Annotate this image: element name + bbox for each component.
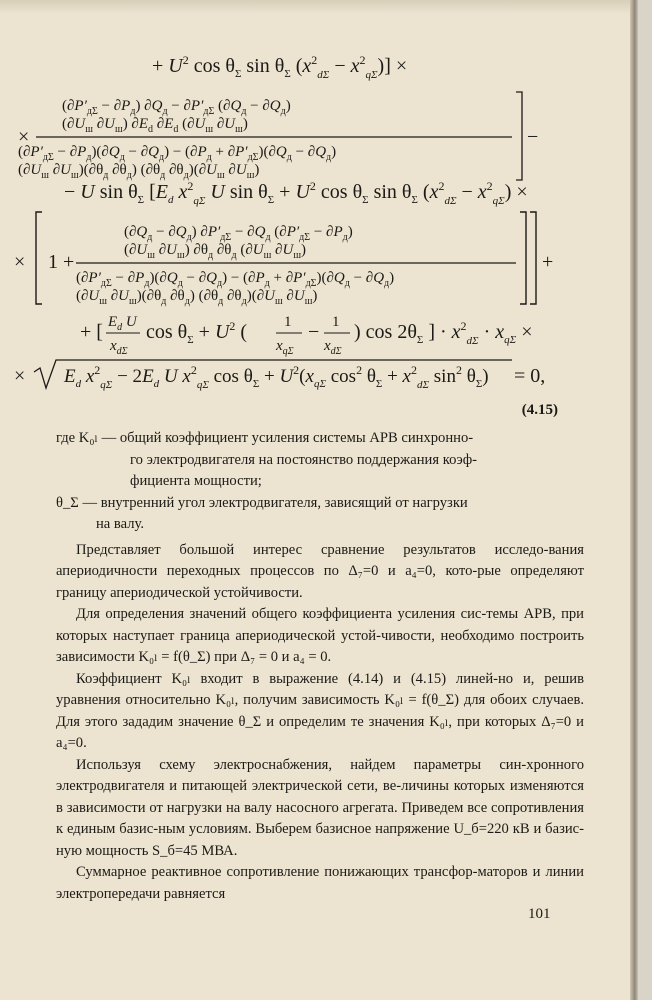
definition-k0l <box>56 428 584 450</box>
definition-text: — внутренний угол электродвигателя, зависящий от нагрузки <box>82 494 468 511</box>
svg-text:Ed U: $E_d$ U <box>108 314 137 333</box>
svg-text:×: × <box>14 251 26 273</box>
svg-text:cos θΣ + U2 (: $\cos \theta_\Sigma + U^2$ ( <box>146 319 248 346</box>
svg-text:+: + <box>542 251 554 273</box>
definition-continuation: фициента мощности; <box>130 473 262 489</box>
definition-theta <box>56 493 584 515</box>
eq-line-3: − U $\sin \theta_\Sigma$ [$E_d$ $x^2_{q\Sigma}$ U $\sin \theta_\Sigma + U^2$ $\cos \theta_\Sigma$ $\sin \theta_\Sigma$ $(x^2_{d\Sigma} - x^2_{q\Sigma})$ × <box>64 179 528 207</box>
book-spine-edge <box>630 0 638 1000</box>
svg-text:xdΣ: $x_{d\Sigma}$ <box>324 338 342 357</box>
svg-text:−: − <box>527 126 539 148</box>
eq-line-1: + $U^2$ $\cos \theta_\Sigma$ $\sin \theta_\Sigma$ $(x^2_{d\Sigma} - x^2_{q\Sigma})$] × <box>152 53 408 81</box>
eq-line-4-denominator: $(\partial P'_{д\Sigma} - \partial P_д)(\partial Q_д - \partial Q_д) - (\partial P_д + \partial P'_{д\Sigma})(\partial Q_д - \partial Q_д)$ <box>76 270 395 289</box>
svg-text:1: 1 <box>332 314 340 330</box>
svg-text:1 +: 1 + <box>48 251 75 273</box>
svg-text:1: 1 <box>284 314 292 330</box>
eq-line-2-numerator-den: ($\partial U_ш$ $\partial U_ш$) $\partial E_d$ $\partial E_d$ ($\partial U_ш$ $\partial U_ш$) <box>62 116 248 135</box>
svg-text:xdΣ: $x_{d\Sigma}$ <box>110 338 128 357</box>
eq-line-2-numerator: $(\partial P'_{д\Sigma} - \partial P_д) \partial Q_д - \partial P'_{д\Sigma}$ $(\partial Q_д - \partial Q_д)$ <box>62 98 291 117</box>
svg-text:Ed x2qΣ − 2Ed U x2qΣ cos θΣ +: $E_d$ $x^2_{q\Sigma} - 2E_d$ U $x^2_{q\Sigma}$ $\cos \theta_\Sigma + U^2(x_{q\Sigma}$ $\cos^2 \theta_\Sigma + x^2_{d\Sigma}$ $\sin^2 \theta_\Sigma$) <box>64 363 489 391</box>
svg-text:(∂Uш ∂Uш)(∂θд ∂θд) (∂θд: ($\partial U_ш$ $\partial U_ш)(\partial\theta_д$ $\partial\theta_д$) ($\partial\theta_д$ $\partial\theta_д)(\partial U_ш$ $\partial U_ш$) <box>76 288 318 307</box>
equation-svg <box>0 0 636 420</box>
svg-text:= 0,: = 0, <box>514 365 546 387</box>
equation-block <box>0 0 636 420</box>
paragraph: Для определения значений общего коэффициента усиления сис-темы АРВ, при которых наступает граница апериодической устой-чивости, необходимо построить зависимости K₀ₗ = f(θ_Σ) при Δ₇ = 0 и a₄ = 0. <box>56 606 584 665</box>
definition-text: — общий коэффициент усиления системы АРВ синхронно- <box>101 430 474 446</box>
definition-symbol: θ_Σ <box>56 494 79 511</box>
eq-line-5: + [ <box>80 321 103 343</box>
definition-symbol: где K₀ₗ <box>56 430 98 446</box>
svg-text:xqΣ: $x_{q\Sigma}$ <box>276 338 294 357</box>
paragraph: Представляет большой интерес сравнение результатов исследо-вания апериодичности переходных процессов по Δ₇=0 и a₄=0, кото-рые определяют границу апериодической устойчивости. <box>56 541 584 601</box>
paragraph: Используя схему электроснабжения, найдем параметры син-хронного электродвигателя и питающей электрической сети, ве-личины которых изменяются в зависимости от нагрузки на валу насосного агрегата. Приведем все сопротивления к единым базис-ным условиям. Выберем базисное напряжение U_б=220 кВ и базис-ную мощность S_б=45 МВА. <box>56 756 584 859</box>
paragraph: Суммарное реактивное сопротивление понижающих трансфор-маторов и линии электропередачи равняется <box>56 864 584 902</box>
svg-text:−: − <box>308 321 320 343</box>
eq-line-2-denominator: $(\partial P'_{д\Sigma} - \partial P_д)(\partial Q_д - \partial Q_д) - (\partial P_д + \partial P'_{д\Sigma})(\partial Q_д - \partial Q_д)$ <box>18 144 337 163</box>
definition-continuation: го электродвигателя на постоянство поддержания коэф- <box>130 451 478 468</box>
eq-line-4-numerator: $(\partial Q_д - \partial Q_д) \partial P'_{д\Sigma} - \partial Q_д$ $(\partial P'_{д\Sigma} - \partial P_д)$ <box>124 224 353 243</box>
eq-line-2-denominator-den: ($\partial U_ш$ $\partial U_ш)(\partial\theta_д$ $\partial\theta_д$) ($\partial\theta_д$ $\partial\theta_д)(\partial U_ш$ $\partial U_ш$) <box>18 162 260 181</box>
page-number: 101 <box>528 906 551 922</box>
svg-text:(∂Uш ∂Uш) ∂θд ∂θд (∂U: ($\partial U_ш$ $\partial U_ш$) $\partial\theta_д$ $\partial\theta_д$ ($\partial U_ш$ $\partial U_ш$) <box>124 242 307 261</box>
equation-number: (4.15) <box>521 402 558 418</box>
definition-continuation: на валу. <box>96 516 145 532</box>
body-text <box>56 428 584 905</box>
paragraph: Коэффициент K₀ₗ входит в выражение (4.14) и (4.15) линей-но и, решив уравнения относительно K₀ₗ, получим зависимость K₀ₗ = f(θ_Σ) для обоих случаев. Для этого зададим значение θ_Σ и определим те значения K₀ₗ, при которых Δ₇=0 и a₄=0. <box>56 670 584 751</box>
svg-text:) cos 2θΣ ] · x2dΣ · xqΣ ×: ) $\cos 2\theta_\Sigma$ ] · $x^2_{d\Sigma} \cdot x_{q\Sigma}$ × <box>354 319 533 347</box>
eq-times-sign: × <box>18 126 30 148</box>
eq-line-6: × <box>14 365 26 387</box>
